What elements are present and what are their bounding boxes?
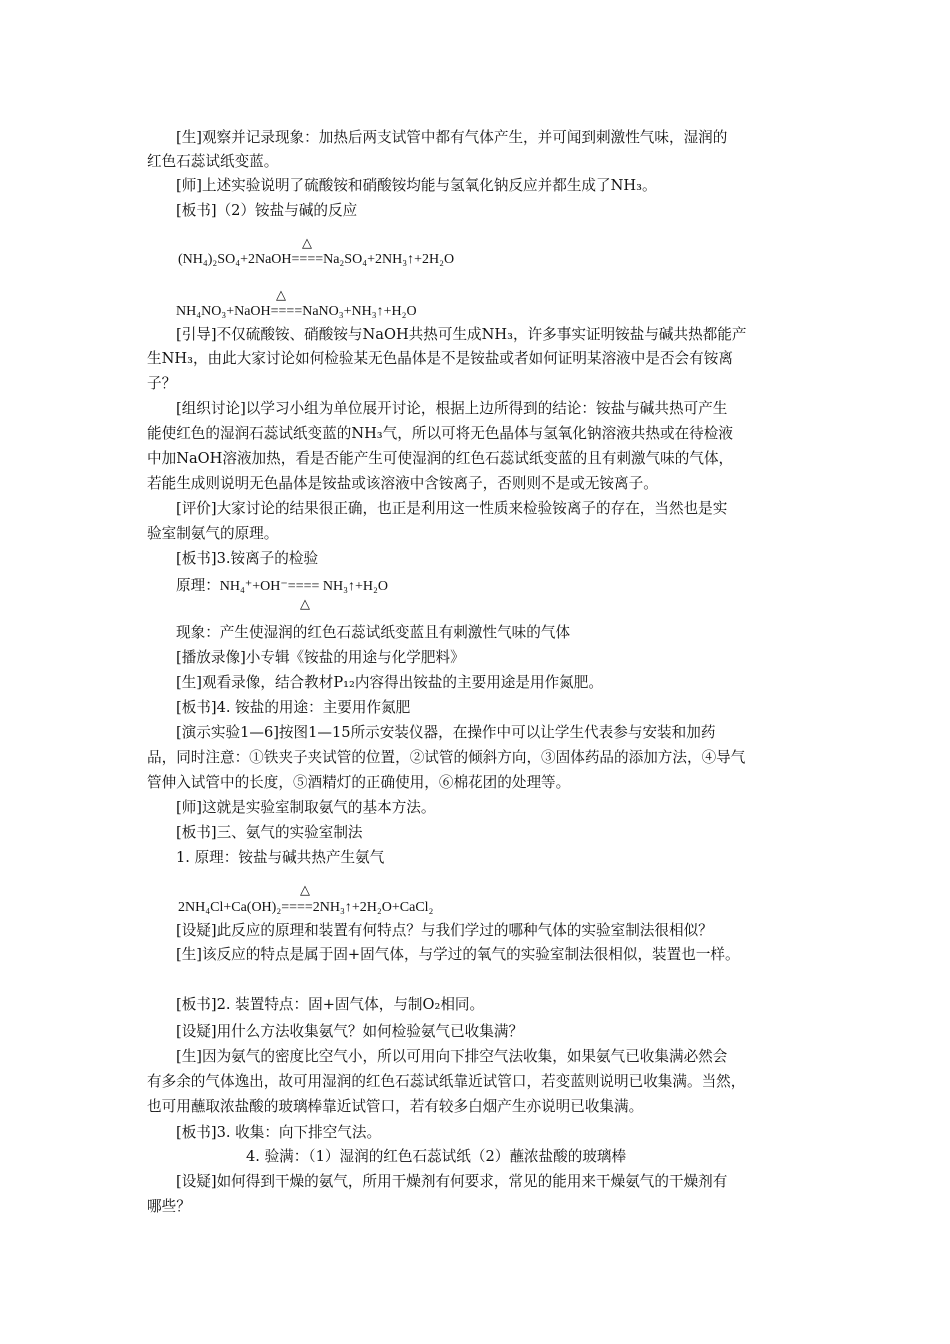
text-line: 也可用蘸取浓盐酸的玻璃棒靠近试管口，若有较多白烟产生亦说明已收集满。 [147, 1098, 644, 1115]
text-line: 若能生成则说明无色晶体是铵盐或该溶液中含铵离子，否则则不是或无铵离子。 [147, 475, 658, 492]
text-line: [生]观察并记录现象：加热后两支试管中都有气体产生，并可闻到刺激性气味，湿润的 [176, 129, 728, 146]
text-line: 子？ [147, 375, 177, 392]
text-line: [设疑]用什么方法收集氨气？如何检验氨气已收集满？ [176, 1023, 524, 1040]
text-line: [引导]不仅硫酸铵、硝酸铵与NaOH共热可生成NH₃，许多事实证明铵盐与碱共热都能产 [176, 326, 747, 343]
text-line: 有多余的气体逸出，故可用湿润的红色石蕊试纸靠近试管口，若变蓝则说明已收集满。当然， [147, 1073, 746, 1090]
formula-4: 2NH₄Cl+Ca(OH)₂====2NH₃↑+2H₂O+CaCl₂ [178, 900, 434, 915]
text-line: 验室制氨气的原理。 [147, 525, 279, 542]
text-line: 哪些？ [147, 1198, 191, 1215]
text-line [176, 177, 856, 195]
text-line [176, 577, 856, 595]
text-line: [生]观看录像，结合教材P₁₂内容得出铵盐的主要用途是用作氮肥。 [176, 674, 603, 691]
text-line: 生NH₃，由此大家讨论如何检验某无色晶体是不是铵盐或者如何证明某溶液中是否会有铵离 [147, 350, 733, 367]
text-line: 1. 原理：铵盐与碱共热产生氨气 [176, 849, 385, 866]
text-line: [演示实验1—6]按图1—15所示安装仪器，在操作中可以让学生代表参与安装和加药 [176, 724, 716, 741]
text-line: 4. 验满：（1）湿润的红色石蕊试纸（2）蘸浓盐酸的玻璃棒 [246, 1148, 627, 1165]
formula-1: (NH₄)₂SO₄+2NaOH====Na₂SO₄+2NH₃↑+2H₂O [178, 252, 455, 267]
text-line: 能使红色的湿润石蕊试纸变蓝的NH₃气，所以可将无色晶体与氢氧化钠溶液共热或在待检液 [147, 425, 733, 442]
text-fragment: [板书]2. 装置特点：固+固 [176, 996, 350, 1013]
text-line [176, 946, 826, 964]
text-line: [板书]（2）铵盐与碱的反应 [176, 202, 358, 219]
text-line: [播放录像]小专辑《铵盐的用途与化学肥料》 [176, 649, 465, 666]
formula-2: NH₄NO₃+NaOH====NaNO₃+NH₃↑+H₂O [176, 304, 417, 319]
text-fragment: [师]上述实验说明了硫酸铵和硝酸铵均能与氢氧化钠反应并都生成了 [176, 177, 611, 194]
heat-symbol: △ [300, 597, 310, 612]
text-line: 品，同时注意：①铁夹子夹试管的位置，②试管的倾斜方向，③固体药品的添加方法，④导气 [147, 749, 746, 766]
text-line [176, 996, 856, 1014]
text-fragment: 气体，与学过的氧气的实验室制法很相似，装置也一样。 [374, 946, 740, 963]
text-fragment: 气体，与制O₂相同。 [349, 996, 485, 1013]
text-line: [板书]3.铵离子的检验 [176, 550, 319, 567]
text-line: 现象：产生使湿润的红色石蕊试纸变蓝且有刺激性气味的气体 [176, 624, 571, 641]
text-line: [组织讨论]以学习小组为单位展开讨论，根据上边所得到的结论：铵盐与碱共热可产生 [176, 400, 728, 417]
text-line: 中加NaOH溶液加热，看是否能产生可使湿润的红色石蕊试纸变蓝的且有刺激气味的气体， [147, 450, 734, 467]
text-line: [生]因为氨气的密度比空气小，所以可用向下排空气法收集，如果氨气已收集满必然会 [176, 1048, 728, 1065]
heat-symbol: △ [276, 288, 286, 303]
formula-3: NH₄⁺+OH⁻==== NH₃↑+H₂O [219, 579, 388, 594]
text-line: [评价]大家讨论的结果很正确，也正是利用这一性质来检验铵离子的存在，当然也是实 [176, 500, 728, 517]
text-line: [设疑]如何得到干燥的氨气，所用干燥剂有何要求，常见的能用来干燥氨气的干燥剂有 [176, 1173, 728, 1190]
text-line: [板书]三、氨气的实验室制法 [176, 824, 363, 841]
text-line: [设疑]此反应的原理和装置有何特点？与我们学过的哪种气体的实验室制法很相似？ [176, 922, 713, 939]
text-line: 管伸入试管中的长度，⑤酒精灯的正确使用，⑥棉花团的处理等。 [147, 774, 571, 791]
heat-symbol: △ [300, 883, 310, 898]
nh3-label: NH₃。 [610, 177, 657, 194]
text-line: [板书]3. 收集：向下排空气法。 [176, 1124, 382, 1141]
heat-symbol: △ [302, 236, 312, 251]
text-line: [师]这就是实验室制取氨气的基本方法。 [176, 799, 436, 816]
text-fragment: [生]该反应的特点是属于固+固 [176, 946, 375, 963]
text-line: [板书]4. 铵盐的用途：主要用作氮肥 [176, 699, 411, 716]
text-line: 红色石蕊试纸变蓝。 [147, 153, 279, 170]
yuanli-label: 原理： [176, 577, 220, 594]
